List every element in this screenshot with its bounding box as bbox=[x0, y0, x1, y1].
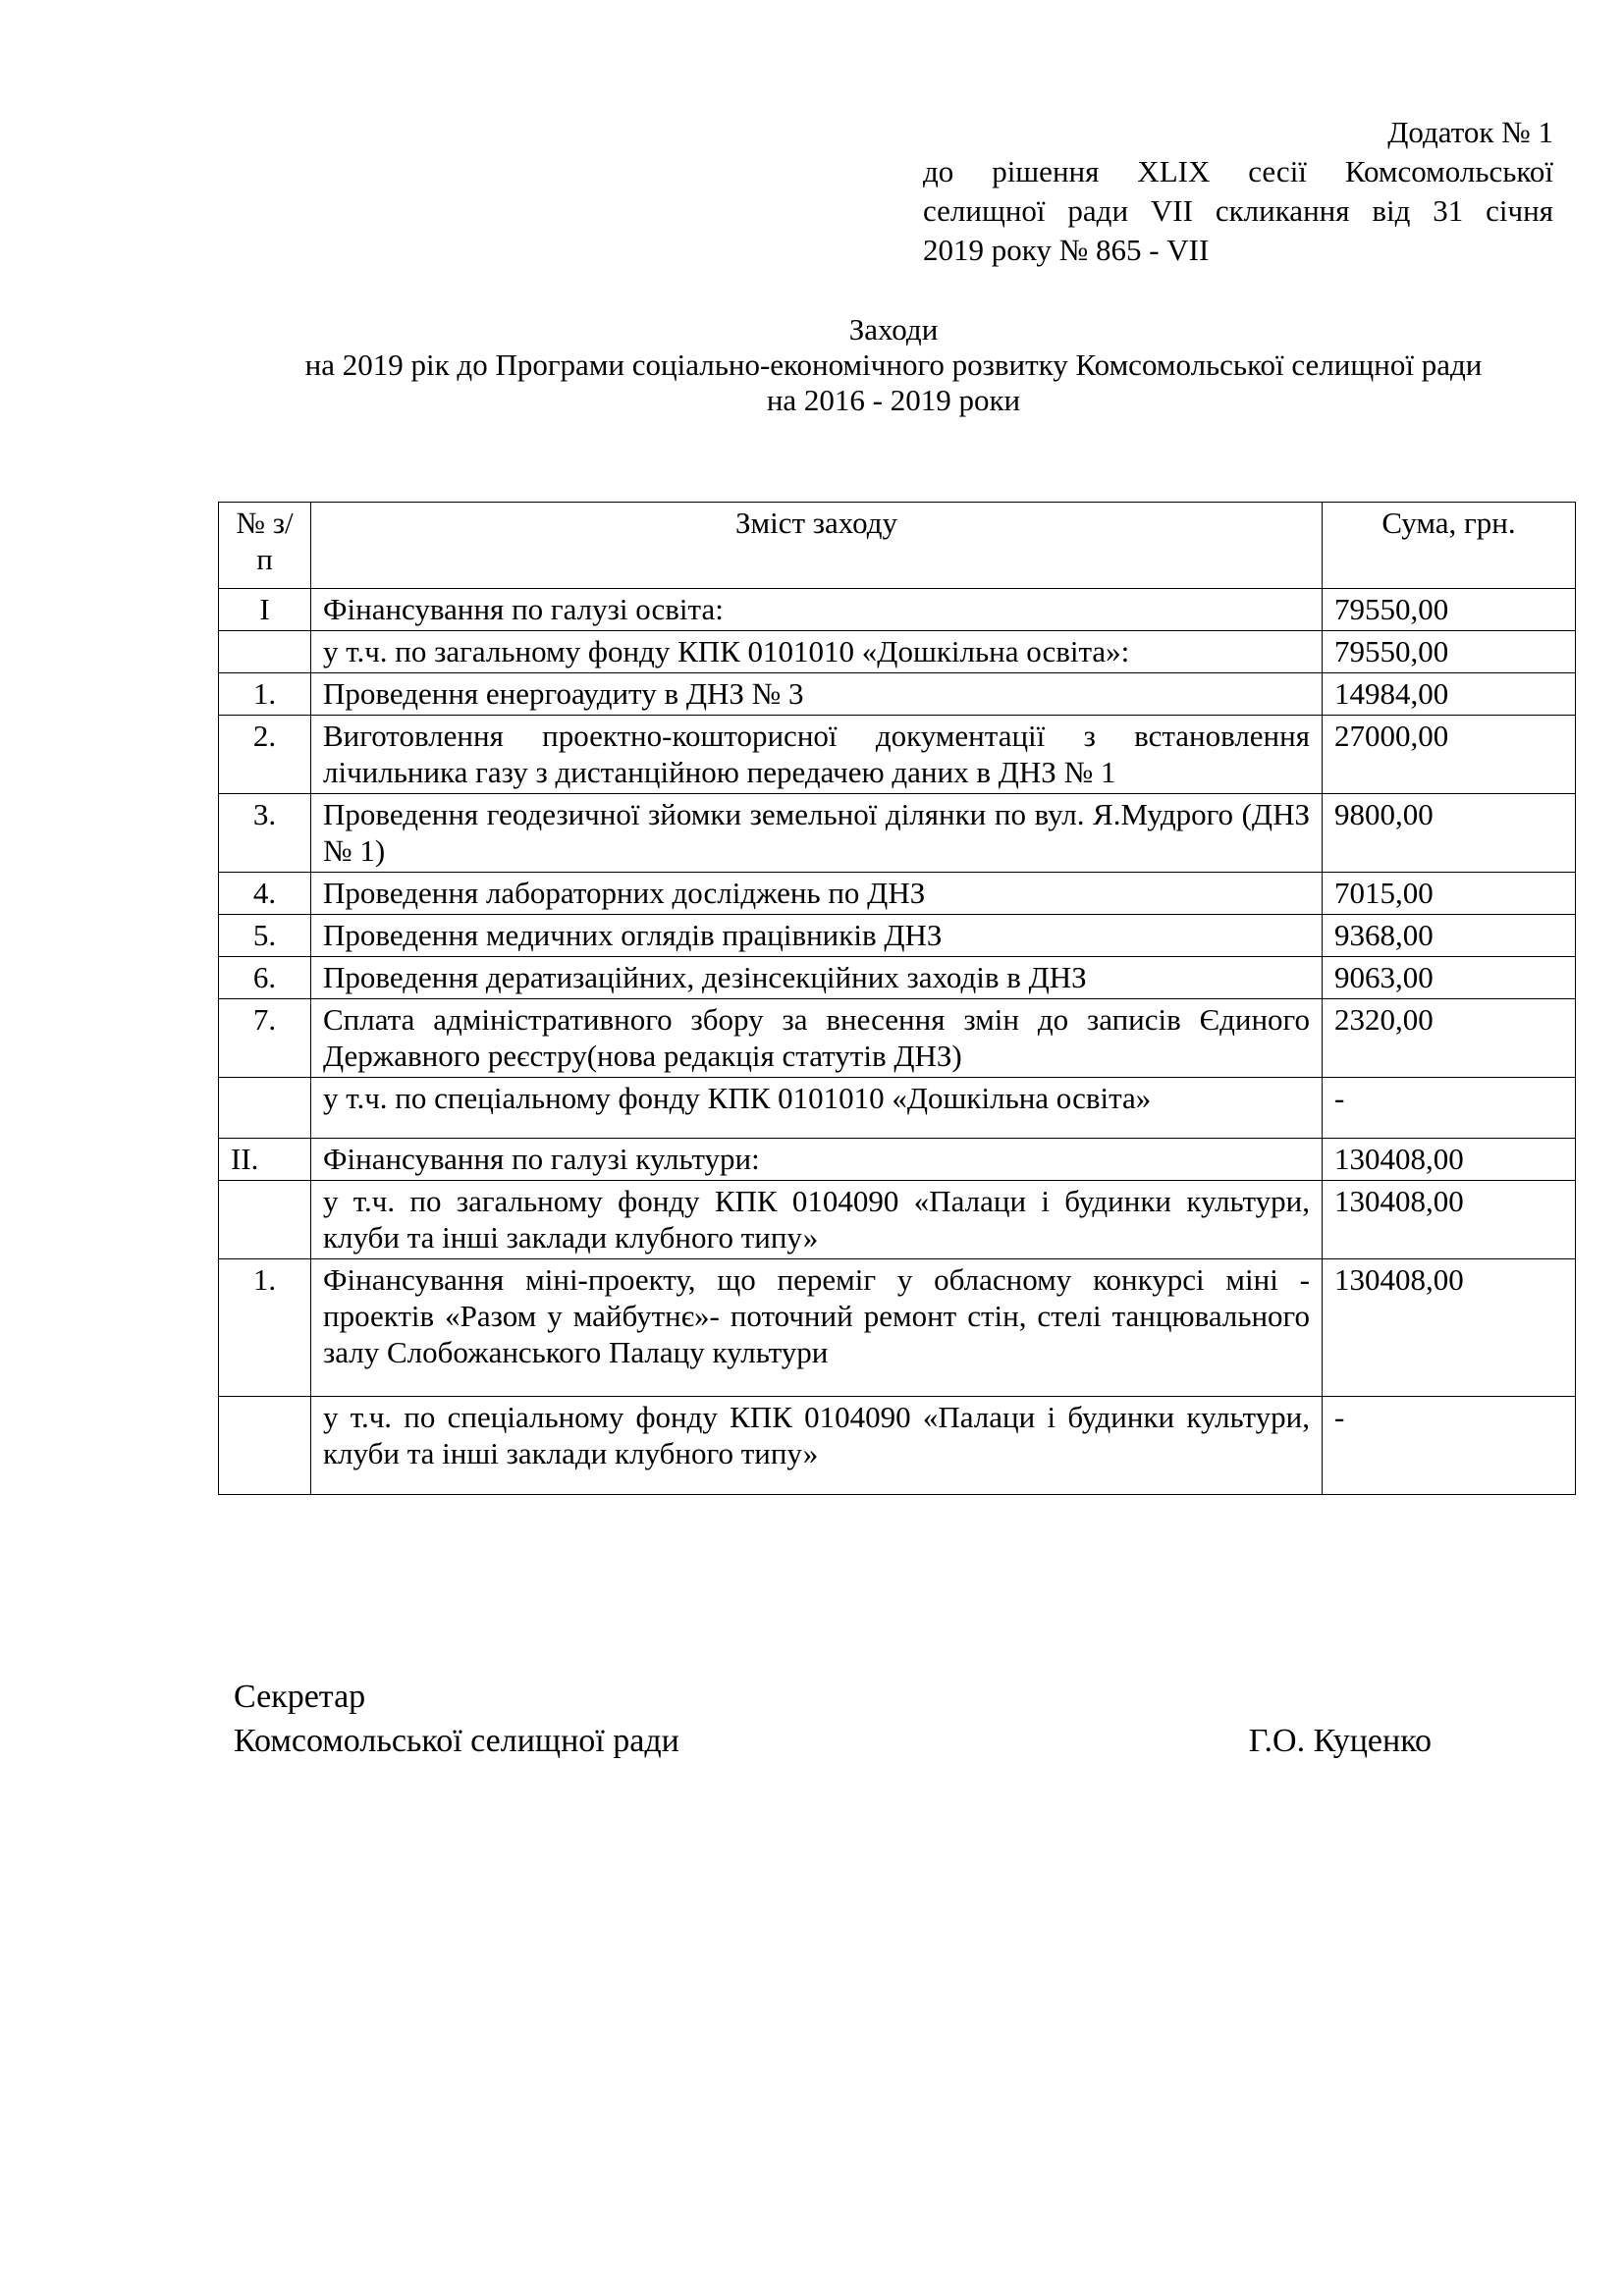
row-content: у т.ч. по спеціальному фонду КПК 0101010 «Дошкільна освіта» bbox=[311, 1078, 1323, 1139]
row-number: 6. bbox=[219, 957, 311, 999]
table-row bbox=[219, 1139, 1576, 1181]
header-number: № з/п bbox=[219, 503, 311, 589]
appendix-line-4: 2019 року № 865 - VII bbox=[923, 233, 1210, 267]
row-number: 1. bbox=[219, 1259, 311, 1397]
row-sum: 130408,00 bbox=[1323, 1139, 1576, 1181]
table-row bbox=[219, 957, 1576, 999]
row-number: 2. bbox=[219, 716, 311, 794]
table-row bbox=[219, 1181, 1576, 1259]
table-row bbox=[219, 589, 1576, 631]
header-sum: Сума, грн. bbox=[1323, 503, 1576, 589]
row-number: І bbox=[219, 589, 311, 631]
row-sum: - bbox=[1323, 1078, 1576, 1139]
row-sum: 9368,00 bbox=[1323, 915, 1576, 957]
row-sum: 7015,00 bbox=[1323, 873, 1576, 915]
document-heading bbox=[177, 312, 1610, 418]
row-number: 3. bbox=[219, 794, 311, 873]
row-content: Фінансування по галузі культури: bbox=[311, 1139, 1323, 1181]
heading-line-2: на 2019 рік до Програми соціально-економічного розвитку Комсомольської селищної ради bbox=[304, 347, 1483, 382]
row-content: Проведення дератизаційних, дезінсекційних заходів в ДНЗ bbox=[311, 957, 1323, 999]
table-row bbox=[219, 873, 1576, 915]
table-row bbox=[219, 915, 1576, 957]
row-number bbox=[219, 631, 311, 673]
row-content: Фінансування по галузі освіта: bbox=[311, 589, 1323, 631]
row-sum: 130408,00 bbox=[1323, 1181, 1576, 1259]
row-number bbox=[219, 1078, 311, 1139]
signature-block bbox=[234, 1675, 1432, 1763]
row-number: 4. bbox=[219, 873, 311, 915]
header-content: Зміст заходу bbox=[311, 503, 1323, 589]
row-content: Проведення енергоаудиту в ДНЗ № 3 bbox=[311, 673, 1323, 716]
appendix-line-1: Додаток № 1 bbox=[1387, 115, 1553, 149]
row-content: Виготовлення проектно-кошторисної документації з встановлення лічильника газу з дистанційною передачею даних в ДНЗ № 1 bbox=[311, 716, 1323, 794]
row-content: Фінансування міні-проекту, що переміг у обласному конкурсі міні - проектів «Разом у майбутнє»- поточний ремонт стін, стелі танцювального залу Слобожанського Палацу культури bbox=[311, 1259, 1323, 1397]
signature-title: Секретар bbox=[234, 1679, 366, 1715]
row-number: ІІ. bbox=[219, 1139, 311, 1181]
row-sum: - bbox=[1323, 1397, 1576, 1495]
row-content: Сплата адміністративного збору за внесення змін до записів Єдиного Державного реєстру(нова редакція статутів ДНЗ) bbox=[311, 999, 1323, 1078]
row-sum: 9063,00 bbox=[1323, 957, 1576, 999]
table-row bbox=[219, 1259, 1576, 1397]
row-content: Проведення медичних оглядів працівників ДНЗ bbox=[311, 915, 1323, 957]
heading-line-1: Заходи bbox=[848, 312, 939, 347]
table-row bbox=[219, 1397, 1576, 1495]
table-row bbox=[219, 631, 1576, 673]
row-content: Проведення геодезичної зйомки земельної ділянки по вул. Я.Мудрого (ДНЗ № 1) bbox=[311, 794, 1323, 873]
table-row bbox=[219, 673, 1576, 716]
table-row bbox=[219, 999, 1576, 1078]
row-content: у т.ч. по загальному фонду КПК 0101010 «Дошкільна освіта»: bbox=[311, 631, 1323, 673]
measures-table bbox=[218, 502, 1576, 1495]
row-number: 7. bbox=[219, 999, 311, 1078]
appendix-note bbox=[923, 113, 1553, 270]
row-content: у т.ч. по загальному фонду КПК 0104090 «Палаци і будинки культури, клуби та інші заклади клубного типу» bbox=[311, 1181, 1323, 1259]
table-row bbox=[219, 1078, 1576, 1139]
row-number bbox=[219, 1181, 311, 1259]
signature-org: Комсомольської селищної ради bbox=[234, 1723, 679, 1759]
row-content: Проведення лабораторних досліджень по ДНЗ bbox=[311, 873, 1323, 915]
row-sum: 79550,00 bbox=[1323, 589, 1576, 631]
table-body bbox=[219, 589, 1576, 1495]
row-number: 1. bbox=[219, 673, 311, 716]
row-sum: 2320,00 bbox=[1323, 999, 1576, 1078]
table-row bbox=[219, 716, 1576, 794]
appendix-line-2: до рішення XLIX сесії Комсомольської bbox=[923, 154, 1553, 188]
row-number: 5. bbox=[219, 915, 311, 957]
row-sum: 79550,00 bbox=[1323, 631, 1576, 673]
row-sum: 9800,00 bbox=[1323, 794, 1576, 873]
row-sum: 14984,00 bbox=[1323, 673, 1576, 716]
heading-line-3: на 2016 - 2019 роки bbox=[766, 383, 1021, 417]
signature-name: Г.О. Куценко bbox=[1248, 1723, 1432, 1759]
row-content: у т.ч. по спеціальному фонду КПК 0104090 «Палаци і будинки культури, клуби та інші заклади клубного типу» bbox=[311, 1397, 1323, 1495]
table-header-row bbox=[219, 503, 1576, 589]
row-number bbox=[219, 1397, 311, 1495]
table-row bbox=[219, 794, 1576, 873]
appendix-line-3: селищної ради VII скликання від 31 січня bbox=[923, 193, 1553, 228]
row-sum: 130408,00 bbox=[1323, 1259, 1576, 1397]
row-sum: 27000,00 bbox=[1323, 716, 1576, 794]
